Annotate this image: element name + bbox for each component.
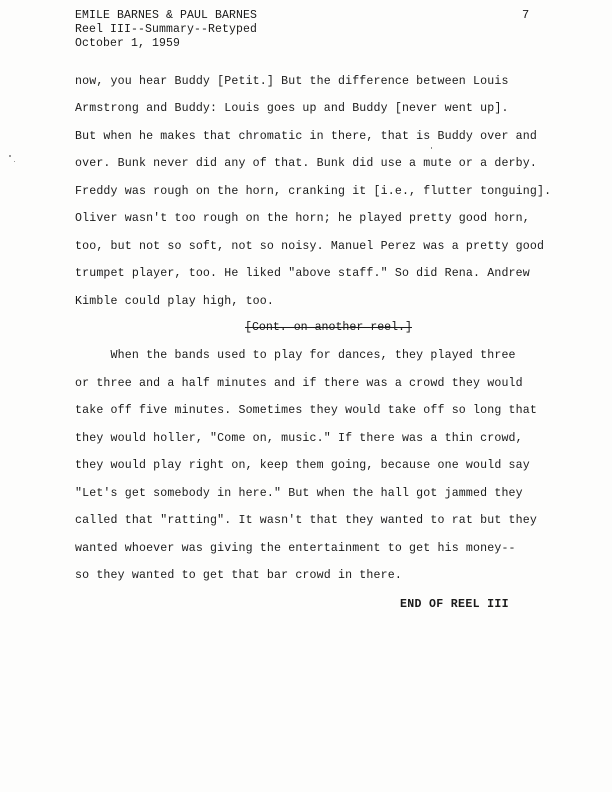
paragraph-2-line-3: take off five minutes. Sometimes they would take off so long that [75,404,537,417]
paragraph-1-line-4: over. Bunk never did any of that. Bunk did use a mute or a derby. [75,157,537,170]
paragraph-2-line-9: so they wanted to get that bar crowd in there. [75,569,402,582]
paragraph-1-line-9: Kimble could play high, too. [75,295,275,308]
header-names: EMILE BARNES & PAUL BARNES [75,9,258,22]
paragraph-2-line-6: "Let's get somebody in here." But when the hall got jammed they [75,487,523,500]
paragraph-2-line-2: or three and a half minutes and if there was a crowd they would [75,377,523,390]
paragraph-1-line-2: Armstrong and Buddy: Louis goes up and Buddy [never went up]. [75,102,509,115]
header-date: October 1, 1959 [75,37,181,50]
page-header [75,9,257,51]
paragraph-1-line-7: too, but not so soft, not so noisy. Manuel Perez was a pretty good [75,240,545,253]
continued-note: [Cont. on another reel.] [245,321,412,334]
paragraph-2-line-5: they would play right on, keep them going, because one would say [75,459,530,472]
scan-speck [9,155,11,157]
paragraph-1-line-8: trumpet player, too. He liked "above staff." So did Rena. Andrew [75,267,530,280]
paragraph-1-line-1: now, you hear Buddy [Petit.] But the difference between Louis [75,75,509,88]
paragraph-2-line-4: they would holler, "Come on, music." If there was a thin crowd, [75,432,523,445]
scan-speck [431,147,432,149]
paragraph-2-line-7: called that "ratting". It wasn't that they wanted to rat but they [75,514,537,527]
paragraph-1-line-3: But when he makes that chromatic in there, that is Buddy over and [75,130,537,143]
header-reel: Reel III--Summary--Retyped [75,23,258,36]
paragraph-1-line-5: Freddy was rough on the horn, cranking it [i.e., flutter tonguing]. [75,185,552,198]
page-number: 7 [522,8,530,22]
scan-speck [14,161,15,162]
paragraph-2-line-1: When the bands used to play for dances, they played three [75,349,516,362]
paragraph-2-line-8: wanted whoever was giving the entertainment to get his money-- [75,542,516,555]
paragraph-1-line-6: Oliver wasn't too rough on the horn; he played pretty good horn, [75,212,530,225]
end-of-reel-marker: END OF REEL III [400,598,509,611]
